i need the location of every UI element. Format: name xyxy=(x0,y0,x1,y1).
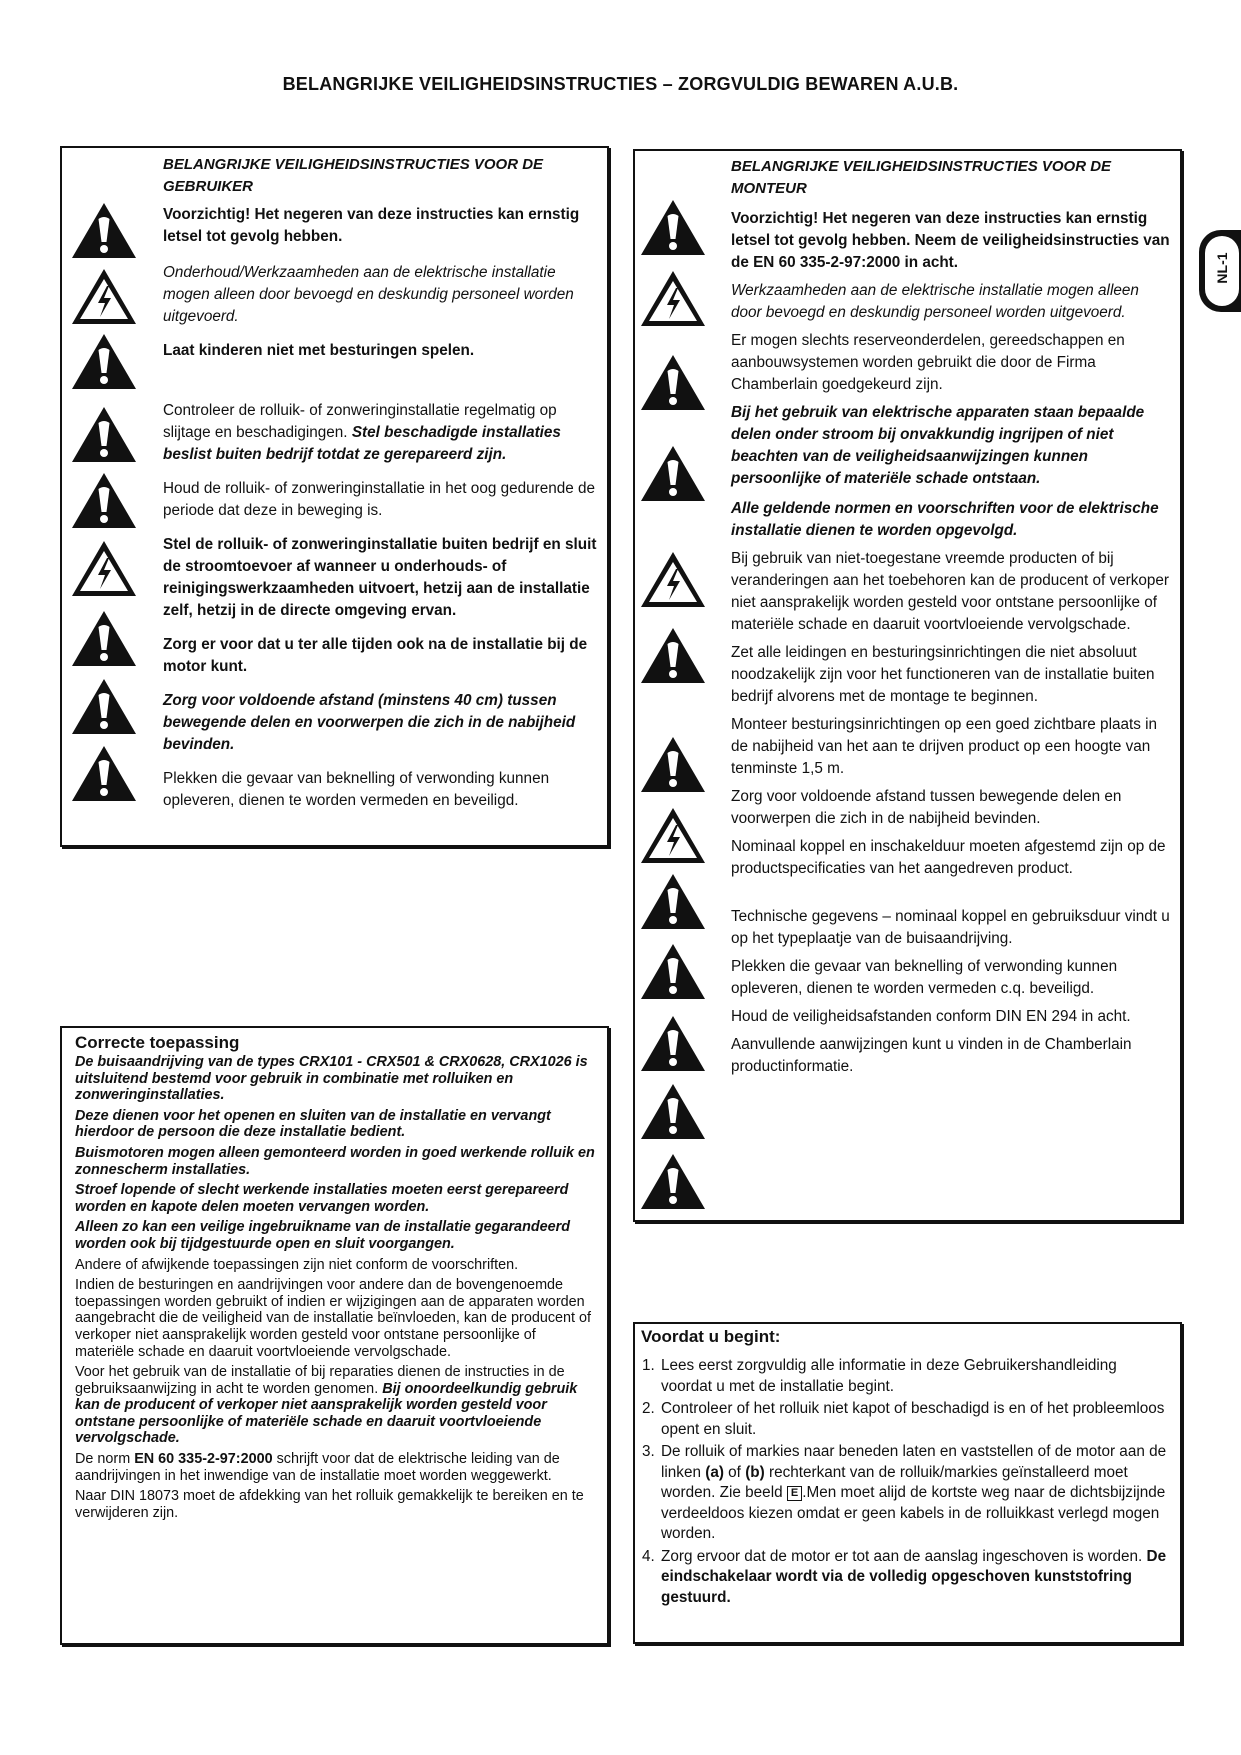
correct-use-para-7: Indien de besturingen en aandrijvingen voor andere dan de bovengenoemde toepassingen worden gebruikt of indien er wijzigingen aan de apparaten worden aangebracht die de veiligheid van de installatie beïnvloeden, kan de producent of verkoper niet aansprakelijk worden gesteld voor ontstane persoonlijke of materiële schade en daaruit voortvloeiende vervolgschade. xyxy=(75,1277,592,1360)
correct-use-para-9-norm: EN 60 335-2-97:2000 xyxy=(134,1451,273,1468)
correct-use-para-6: Andere of afwijkende toepassingen zijn niet conform de voorschriften. xyxy=(75,1256,519,1273)
before-start-box xyxy=(633,1322,1182,1644)
user-para-2: Onderhoud/Werkzaamheden aan de elektrische installatie mogen alleen door bevoegd en deskundig personeel worden uitgevoerd. xyxy=(163,264,574,325)
step-3-right-label: (b) xyxy=(745,1463,765,1481)
step-3-text-g: .Men moet alijd de kortste weg naar de dichtsbijzijnde verdeeldoos kiezen omdat er geen kabels in de rolluikkast verlegd mogen worden. xyxy=(661,1484,1166,1542)
figure-e-label: E xyxy=(787,1486,802,1501)
correct-use-para-8-emph: Bij onoordeelkundig gebruik kan de producent of verkoper niet aansprakelijk worden gesteld voor ontstane persoonlijke of materiële schade en daaruit voortvloeiende vervolgschade. xyxy=(75,1380,578,1447)
side-tab-label: NL-1 xyxy=(1214,252,1230,284)
installer-para-7: Zet alle leidingen en besturingsinrichtingen die niet absoluut noodzakelijk zijn voor het functioneren van de installatie buiten bedrijf alvorens met de montage te beginnen. xyxy=(731,644,1155,705)
warning-icon xyxy=(639,625,707,685)
user-para-1: Voorzichtig! Het negeren van deze instructies kan ernstig letsel tot gevolg hebben. xyxy=(163,206,580,245)
warning-icon xyxy=(70,470,138,530)
user-para-5: Houd de rolluik- of zonweringinstallatie in het oog gedurende de periode dat deze in beweging is. xyxy=(163,480,595,519)
user-para-7: Zorg er voor dat u ter alle tijden ook na de installatie bij de motor kunt. xyxy=(163,636,588,675)
warning-icon xyxy=(639,443,707,503)
step-3-left-label: (a) xyxy=(705,1463,724,1481)
installer-para-13: Houd de veiligheidsafstanden conform DIN EN 294 in acht. xyxy=(731,1008,1131,1025)
warning-icon xyxy=(639,734,707,794)
warning-icon xyxy=(639,941,707,1001)
warning-icon xyxy=(70,404,138,464)
installer-para-9: Zorg voor voldoende afstand tussen bewegende delen en voorwerpen die zich in de nabijheid bevinden. xyxy=(731,788,1122,827)
warning-icon xyxy=(639,197,707,257)
installer-safety-box xyxy=(633,149,1182,1222)
correct-use-heading: Correcte toepassing xyxy=(75,1033,240,1052)
before-start-step-4 xyxy=(659,1547,1169,1609)
correct-use-para-8-text: Voor het gebruik van de installatie of bij reparaties dienen de instructies in de gebruiksaanwijzing in acht te worden genomen. xyxy=(75,1364,565,1397)
user-safety-box xyxy=(60,146,609,847)
user-para-4-text: Controleer de rolluik- of zonweringinstallatie regelmatig op slijtage en beschadigingen. xyxy=(163,402,557,441)
electric-hazard-icon xyxy=(639,549,707,609)
installer-para-3: Er mogen slechts reserveonderdelen, gereedschappen en aanbouwsystemen worden gebruikt die door de Firma Chamberlain goedgekeurd zijn. xyxy=(731,332,1125,393)
installer-para-12: Plekken die gevaar van beknelling of verwonding kunnen opleveren, dienen te worden vermeden c.q. beveiligd. xyxy=(731,958,1118,997)
warning-icon xyxy=(639,1081,707,1141)
before-start-step-1: 1. Lees eerst zorgvuldig alle informatie in deze Gebruikershandleiding voordat u met de installatie begint. xyxy=(659,1356,1169,1397)
correct-use-para-8 xyxy=(75,1364,595,1447)
side-tab-inner xyxy=(1205,236,1239,306)
step-3-text-c: of xyxy=(723,1463,746,1481)
warning-icon xyxy=(70,200,138,260)
before-start-steps xyxy=(641,1356,1169,1608)
correct-use-para-4: Stroef lopende of slecht werkende installaties moeten eerst gerepareerd worden en kapote delen moeten vervangen worden. xyxy=(75,1182,569,1215)
installer-para-8: Monteer besturingsinrichtingen op een goed zichtbare plaats in de nabijheid van het aan te drijven product op een hoogte van tenminste 1,5 m. xyxy=(731,716,1158,777)
correct-use-para-9-c: schrijft voor dat de elektrische leiding van de aandrijvingen in het inwendige van de installatie moet worden weggewerkt. xyxy=(75,1451,560,1484)
correct-use-para-5: Alleen zo kan een veilige ingebruikname van de installatie gegarandeerd worden ook bij tijdgestuurde open en sluit voorgangen. xyxy=(75,1219,571,1252)
warning-icon xyxy=(639,1013,707,1073)
installer-safety-text xyxy=(731,156,1173,1078)
side-tab xyxy=(1199,230,1241,312)
warning-icon xyxy=(70,676,138,736)
correct-use-para-9 xyxy=(75,1451,595,1484)
step-3-text-e: rechterkant van de rolluik/markies geïnstalleerd moet worden. Zie beeld xyxy=(661,1463,1128,1501)
correct-use-para-3: Buismotoren mogen alleen gemonteerd worden in goed werkende rolluik en zonnescherm installaties. xyxy=(75,1144,595,1178)
warning-icon xyxy=(639,871,707,931)
electric-hazard-icon xyxy=(70,266,138,326)
step-4-emph: De eindschakelaar wordt via de volledig opgeschoven kunststofring gestuurd. xyxy=(661,1547,1167,1606)
page-title: BELANGRIJKE VEILIGHEIDSINSTRUCTIES – ZORGVULDIG BEWAREN A.U.B. xyxy=(282,74,959,94)
user-para-8: Zorg voor voldoende afstand (minstens 40 cm) tussen bewegende delen en voorwerpen die zich in de nabijheid bevinden. xyxy=(163,692,576,753)
installer-para-10: Nominaal koppel en inschakelduur moeten afgestemd zijn op de productspecificaties van het aangedreven product. xyxy=(731,838,1166,877)
user-safety-text xyxy=(163,154,598,812)
installer-para-4: Bij het gebruik van elektrische apparaten staan bepaalde delen onder stroom bij onvakkundig ingrijpen of niet beachten van de veiligheidsaanwijzingen kunnen persoonlijke of materiële schade ontstaan. xyxy=(731,404,1145,487)
user-para-6: Stel de rolluik- of zonweringinstallatie buiten bedrijf en sluit de stroomtoevoer af wanneer u onderhouds- of reinigingswerkzaamheden uitvoert, hetzij aan de installatie zelf, hetzij in de directe omgeving ervan. xyxy=(163,536,597,619)
before-start-step-2: 2. Controleer of het rolluik niet kapot of beschadigd is en of het probleemloos opent en sluit. xyxy=(659,1399,1169,1440)
step-3-text-a: De rolluik of markies naar beneden laten en vaststellen of de motor aan de linken xyxy=(661,1443,1167,1481)
correct-use-para-2: Deze dienen voor het openen en sluiten van de installatie en vervangt hierdoor de persoon die deze installatie bedient. xyxy=(75,1107,551,1141)
installer-para-5: Alle geldende normen en voorschriften voor de elektrische installatie dienen te worden opgevolgd. xyxy=(731,500,1159,539)
warning-icon xyxy=(70,743,138,803)
warning-icon xyxy=(639,352,707,412)
installer-para-14: Aanvullende aanwijzingen kunt u vinden in de Chamberlain productinformatie. xyxy=(731,1036,1132,1075)
correct-use-para-9-a: De norm xyxy=(75,1451,135,1468)
correct-use-para-10: Naar DIN 18073 moet de afdekking van het rolluik gemakkelijk te bereiken en te verwijderen zijn. xyxy=(75,1488,584,1521)
electric-hazard-icon xyxy=(639,268,707,328)
installer-para-2: Werkzaamheden aan de elektrische installatie mogen alleen door bevoegd en deskundig personeel worden uitgevoerd. xyxy=(731,282,1139,321)
correct-use-para-1: De buisaandrijving van de types CRX101 - CRX501 & CRX0628, CRX1026 is uitsluitend bestemd voor gebruik in combinatie met rolluiken en zonweringinstallaties. xyxy=(75,1054,588,1104)
before-start-step-3 xyxy=(659,1442,1169,1545)
installer-para-1: Voorzichtig! Het negeren van deze instructies kan ernstig letsel tot gevolg hebben. Neem de veiligheidsinstructies van de EN 60 335-2-97:2000 in acht. xyxy=(731,210,1170,271)
before-start-heading: Voordat u begint: xyxy=(641,1327,781,1346)
before-start-text xyxy=(641,1326,1169,1610)
warning-icon xyxy=(70,331,138,391)
user-box-heading: BELANGRIJKE VEILIGHEIDSINSTRUCTIES VOOR DE GEBRUIKER xyxy=(163,156,544,195)
user-para-4-emph: Stel beschadigde installaties beslist buiten bedrijf totdat ze gerepareerd zijn. xyxy=(163,424,561,463)
installer-box-heading: BELANGRIJKE VEILIGHEIDSINSTRUCTIES VOOR DE MONTEUR xyxy=(731,158,1112,197)
installer-para-11: Technische gegevens – nominaal koppel en gebruiksduur vindt u op het typeplaatje van de buisaandrijving. xyxy=(731,908,1170,947)
correct-use-text xyxy=(75,1032,595,1525)
warning-icon xyxy=(639,1151,707,1211)
electric-hazard-icon xyxy=(70,538,138,598)
warning-icon xyxy=(70,608,138,668)
user-para-9: Plekken die gevaar van beknelling of verwonding kunnen opleveren, dienen te worden vermeden en beveiligd. xyxy=(163,770,550,809)
installer-para-6: Bij gebruik van niet-toegestane vreemde producten of bij veranderingen aan het toebehoren kan de producent of verkoper niet aansprakelijk worden gesteld voor ontstane persoonlijke of materiële schade en daaruit voortvloeiende vervolgschade. xyxy=(731,550,1169,633)
correct-use-box xyxy=(60,1026,609,1645)
step-4-text: Zorg ervoor dat de motor er tot aan de aanslag ingeschoven is worden. xyxy=(661,1547,1147,1565)
user-para-4 xyxy=(163,400,598,466)
electric-hazard-icon xyxy=(639,805,707,865)
user-para-3: Laat kinderen niet met besturingen spelen. xyxy=(163,342,475,359)
